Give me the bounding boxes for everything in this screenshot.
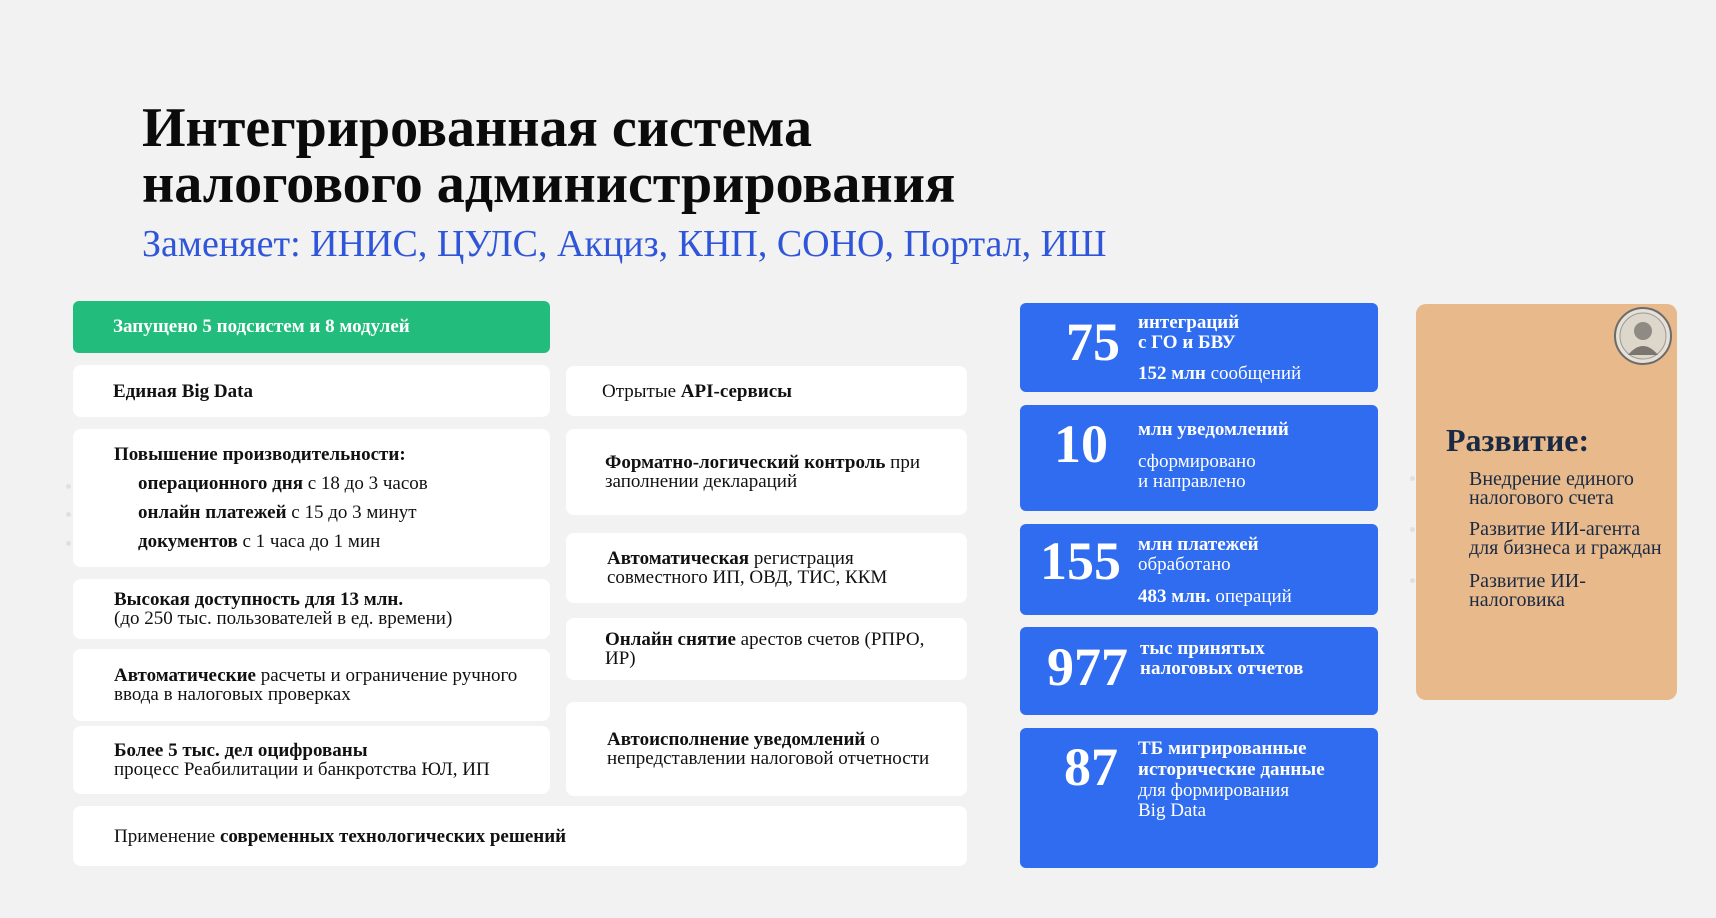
stat-line: ТБ мигрированные	[1138, 738, 1307, 759]
performance-row: операционного дня с 18 до 3 часов	[138, 473, 428, 494]
stat-card-integrations	[1020, 303, 1378, 392]
stat-line: для формирования	[1138, 780, 1290, 801]
stat-number: 10	[1054, 414, 1108, 474]
development-item: Развитие ИИ- налоговика	[1469, 570, 1586, 611]
launched-banner: Запущено 5 подсистем и 8 модулей	[73, 301, 550, 353]
card-flk: Форматно-логический контроль при заполнении деклараций	[566, 429, 967, 515]
cases-note: процесс Реабилитации и банкротства ЮЛ, ИП	[114, 759, 490, 780]
stat-line: млн платежей	[1138, 534, 1259, 555]
card-notices: Автоисполнение уведомлений о непредставлении налоговой отчетности	[566, 702, 967, 796]
stat-card-migration	[1020, 728, 1378, 868]
decor-dot	[66, 541, 71, 546]
stat-line: Big Data	[1138, 800, 1207, 821]
card-api: Отрытые API-сервисы	[566, 366, 967, 416]
stat-line: с ГО и БВУ	[1138, 332, 1236, 353]
stat-line: интеграций	[1138, 312, 1240, 333]
card-cases	[73, 726, 550, 794]
stat-line: исторические данные	[1138, 759, 1325, 780]
decor-dot	[1410, 476, 1415, 481]
portrait-avatar-icon	[1614, 307, 1672, 365]
card-tech: Применение современных технологических решений	[73, 806, 967, 866]
stat-number: 75	[1066, 312, 1120, 372]
stat-card-reports	[1020, 627, 1378, 715]
page-title-line-2: налогового администрирования	[142, 153, 956, 215]
decor-dot	[1410, 578, 1415, 583]
stat-number: 977	[1047, 637, 1128, 697]
stat-number: 155	[1040, 531, 1121, 591]
stat-line: тыс принятых	[1140, 638, 1265, 659]
card-arrest: Онлайн снятие арестов счетов (РПРО, ИР)	[566, 618, 967, 680]
stat-line: млн уведомлений	[1138, 419, 1289, 440]
stat-line: налоговых отчетов	[1140, 658, 1304, 679]
card-performance	[73, 429, 550, 567]
cases-title: Более 5 тыс. дел оцифрованы	[114, 740, 368, 761]
card-availability	[73, 579, 550, 639]
page-subtitle: Заменяет: ИНИС, ЦУЛС, Акциз, КНП, СОНО, Портал, ИШ	[142, 223, 1107, 265]
stat-line: 152 млн сообщений	[1138, 363, 1302, 384]
stat-card-notifications	[1020, 405, 1378, 511]
development-heading: Развитие:	[1446, 422, 1590, 458]
stat-number: 87	[1064, 737, 1118, 797]
stat-line: 483 млн. операций	[1138, 586, 1292, 607]
development-item: Развитие ИИ-агента для бизнеса и граждан	[1469, 518, 1662, 559]
stat-line: и направлено	[1138, 471, 1246, 492]
stat-card-payments	[1020, 524, 1378, 615]
availability-note: (до 250 тыс. пользователей в ед. времени)	[114, 608, 453, 629]
decor-dot	[1410, 527, 1415, 532]
performance-heading: Повышение производительности:	[114, 444, 406, 465]
decor-dot	[66, 484, 71, 489]
performance-row: онлайн платежей с 15 до 3 минут	[138, 502, 417, 523]
stat-line: сформировано	[1138, 451, 1256, 472]
performance-row: документов с 1 часа до 1 мин	[138, 531, 381, 552]
development-item: Внедрение единого налогового счета	[1469, 468, 1634, 509]
availability-title: Высокая доступность для 13 млн.	[114, 589, 404, 610]
card-registration: Автоматическая регистрация совместного ИП, ОВД, ТИС, ККМ	[566, 533, 967, 603]
stat-line: обработано	[1138, 554, 1231, 575]
card-auto-calc: Автоматические расчеты и ограничение ручного ввода в налоговых проверках	[73, 649, 550, 721]
decor-dot	[66, 512, 71, 517]
page-title-line-1: Интегрированная система	[142, 97, 812, 159]
page-title	[142, 97, 956, 215]
card-bigdata: Единая Big Data	[73, 365, 550, 417]
